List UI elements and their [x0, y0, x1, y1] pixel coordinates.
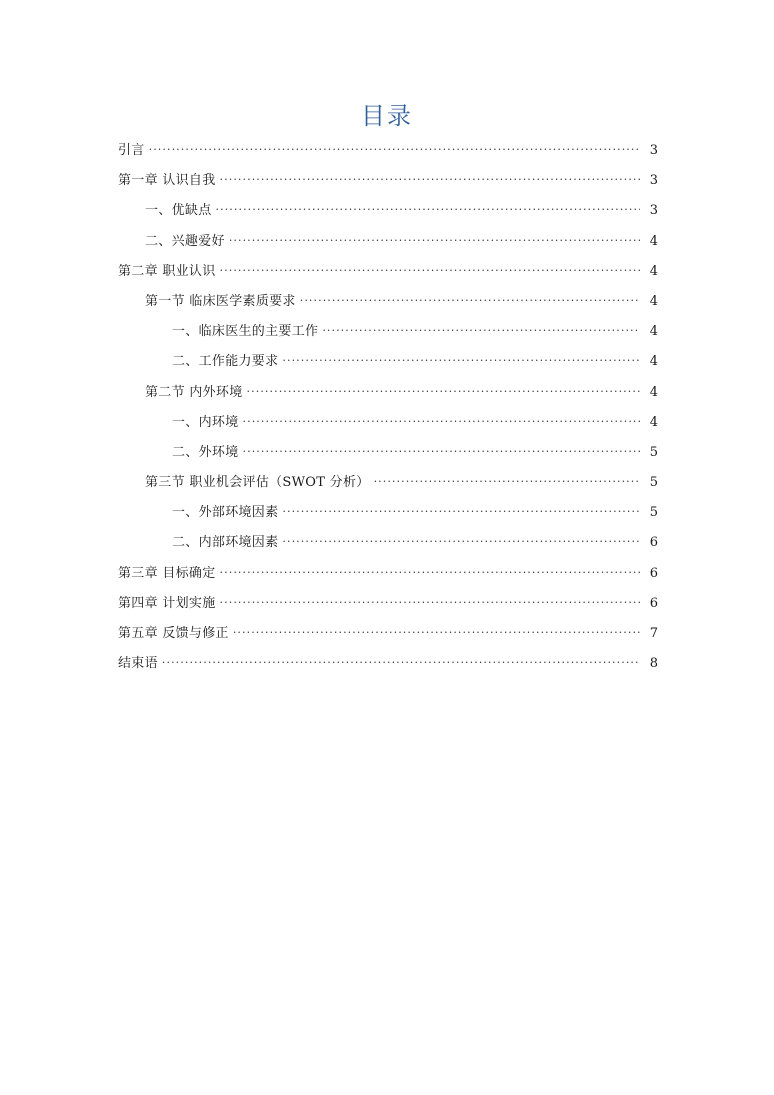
toc-entry-page-number[interactable]: 5 [649, 475, 658, 491]
toc-entry-page-number[interactable]: 4 [649, 263, 658, 279]
toc-entry-label[interactable]: 一、临床医生的主要工作 [172, 324, 319, 340]
toc-entry-label[interactable]: 一、内环境 [172, 414, 239, 430]
toc-entry[interactable] [118, 168, 658, 198]
toc-entry-page-number[interactable]: 5 [649, 505, 658, 521]
toc-entry-label[interactable]: 第五章 反馈与修正 [118, 626, 229, 641]
toc-entry-page-number[interactable]: 7 [649, 626, 658, 641]
toc-leader-dots [149, 140, 640, 154]
toc-leader-dots [229, 231, 640, 245]
toc-leader-dots [216, 200, 640, 214]
toc-entry-label[interactable]: 结束语 [118, 656, 158, 672]
toc-entry-page-number[interactable]: 6 [649, 595, 658, 611]
toc-leader-dots [300, 291, 640, 305]
toc-entry-page-number[interactable]: 4 [649, 324, 658, 340]
toc-entry[interactable] [118, 530, 658, 560]
toc-entry-page-number[interactable]: 8 [649, 656, 658, 672]
toc-entry[interactable] [118, 349, 658, 379]
toc-entry-page-number[interactable]: 4 [649, 293, 658, 309]
toc-entry-label[interactable]: 引言 [118, 143, 145, 158]
toc-entry-label[interactable]: 第二章 职业认识 [118, 263, 216, 279]
toc-entry[interactable] [118, 229, 658, 259]
toc-entry-label[interactable]: 第一节 临床医学素质要求 [145, 293, 296, 309]
toc-entry[interactable] [118, 289, 658, 319]
toc-entry-label[interactable]: 第一章 认识自我 [118, 173, 216, 189]
toc-entry[interactable] [118, 591, 658, 621]
toc-entry-label[interactable]: 第二节 内外环境 [145, 384, 243, 400]
toc-entry[interactable] [118, 651, 658, 681]
toc-entry[interactable] [118, 138, 658, 168]
toc-leader-dots [243, 412, 640, 426]
toc-entry-label[interactable]: 一、外部环境因素 [172, 505, 279, 521]
toc-entry-label[interactable]: 第四章 计划实施 [118, 595, 216, 611]
toc-leader-dots [162, 653, 640, 667]
toc-entry-label[interactable]: 一、优缺点 [145, 203, 212, 219]
toc-entry[interactable] [118, 561, 658, 591]
toc-leader-dots [220, 563, 640, 577]
toc-leader-dots [322, 321, 640, 335]
toc-entry-page-number[interactable]: 4 [649, 384, 658, 400]
toc-entry-label[interactable]: 二、兴趣爱好 [145, 233, 225, 249]
toc-entry[interactable] [118, 380, 658, 410]
toc-entry-label[interactable]: 第三章 目标确定 [118, 565, 216, 581]
toc-entry-label[interactable]: 二、外环境 [172, 444, 239, 460]
toc-entry-page-number[interactable]: 3 [649, 143, 658, 158]
toc-entry-page-number[interactable]: 4 [649, 354, 658, 370]
toc-leader-dots [220, 593, 640, 607]
toc-entry-page-number[interactable]: 5 [649, 444, 658, 460]
toc-entry[interactable] [118, 410, 658, 440]
toc-entry[interactable] [118, 440, 658, 470]
toc-entry-page-number[interactable]: 4 [649, 414, 658, 430]
toc-entry[interactable] [118, 198, 658, 228]
toc-leader-dots [282, 532, 640, 546]
toc-entry[interactable] [118, 500, 658, 530]
toc-leader-dots [374, 472, 640, 486]
toc-entry-label[interactable]: 第三节 职业机会评估（SWOT 分析） [145, 475, 370, 491]
toc-leader-dots [220, 261, 640, 275]
toc-entry[interactable] [118, 621, 658, 651]
toc-leader-dots [282, 502, 640, 516]
toc-leader-dots [282, 351, 640, 365]
toc-entry-page-number[interactable]: 4 [649, 233, 658, 249]
toc-leader-dots [233, 623, 640, 637]
toc-leader-dots [220, 170, 640, 184]
toc-entry-label[interactable]: 二、内部环境因素 [172, 535, 279, 551]
toc-title: 目录 [361, 102, 413, 130]
toc-entry-page-number[interactable]: 3 [649, 203, 658, 219]
toc-leader-dots [243, 442, 640, 456]
toc-entry[interactable] [118, 259, 658, 289]
toc-entry-page-number[interactable]: 6 [649, 535, 658, 551]
toc-list [118, 138, 658, 681]
toc-entry-label[interactable]: 二、工作能力要求 [172, 354, 279, 370]
toc-entry-page-number[interactable]: 3 [649, 173, 658, 189]
toc-entry[interactable] [118, 319, 658, 349]
toc-entry-page-number[interactable]: 6 [649, 565, 658, 581]
toc-entry[interactable] [118, 470, 658, 500]
toc-leader-dots [247, 382, 640, 396]
